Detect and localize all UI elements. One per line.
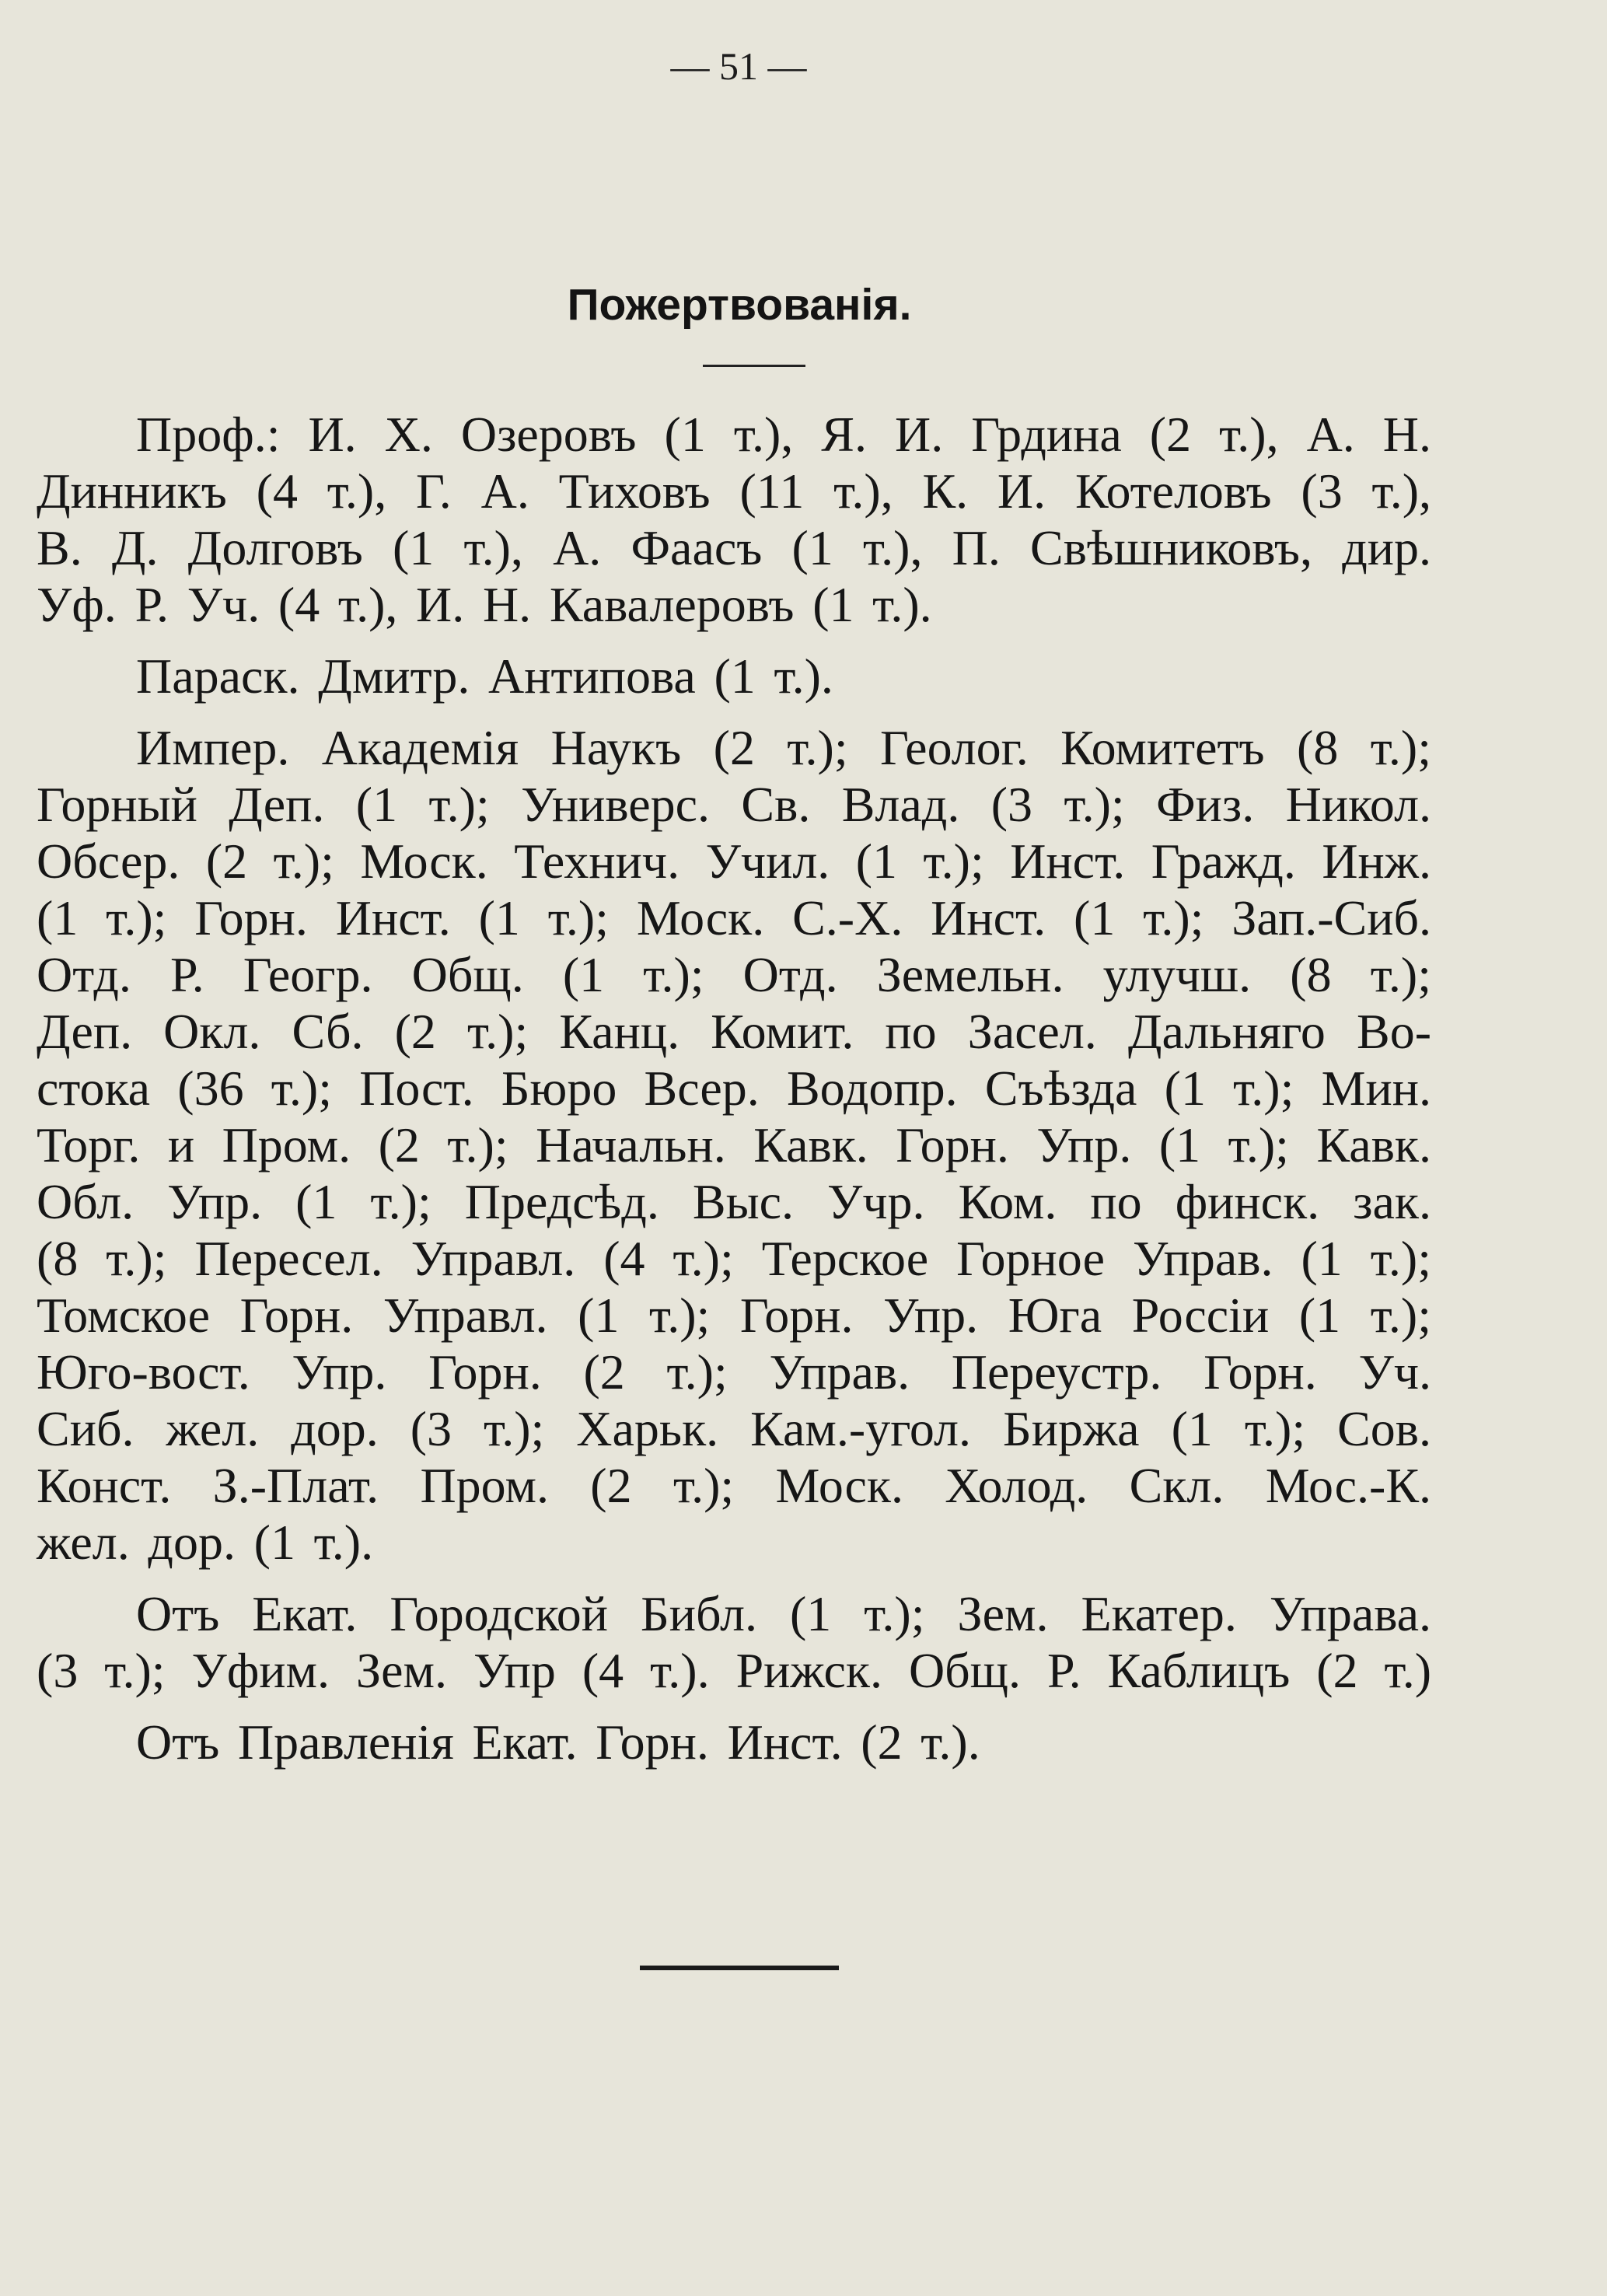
- text-body: [37, 406, 1431, 1785]
- text-line: (8 т.); Пересел. Управл. (4 т.); Терское Горное Управ. (1 т.);: [37, 1231, 1431, 1286]
- text-line: Проф.: И. Х. Озеровъ (1 т.), Я. И. Грдина (2 т.), А. Н.: [136, 407, 1431, 462]
- text-line: Обл. Упр. (1 т.); Предсѣд. Выс. Учр. Ком. по финск. зак.: [37, 1174, 1431, 1229]
- text-line: стока (36 т.); Пост. Бюро Всер. Водопр. Съѣзда (1 т.); Мин.: [37, 1061, 1431, 1116]
- text-line: Сиб. жел. дор. (3 т.); Харьк. Кам.-угол. Биржа (1 т.); Сов.: [37, 1401, 1431, 1456]
- text-line: В. Д. Долговъ (1 т.), А. Фаасъ (1 т.), П. Свѣшниковъ, дир.: [37, 520, 1431, 575]
- text-line: Импер. Академія Наукъ (2 т.); Геолог. Комитетъ (8 т.);: [136, 720, 1431, 775]
- text-line: Деп. Окл. Сб. (2 т.); Канц. Комит. по Засел. Дальняго Во-: [37, 1004, 1431, 1059]
- page-number: — 51 —: [670, 44, 807, 88]
- text-line: (1 т.); Горн. Инст. (1 т.); Моск. С.-Х. Инст. (1 т.); Зап.-Сиб.: [37, 890, 1431, 945]
- text-line: Обсер. (2 т.); Моск. Технич. Учил. (1 т.); Инст. Гражд. Инж.: [37, 833, 1431, 889]
- paragraph-professors: [37, 406, 1431, 633]
- text-line: Уф. Р. Уч. (4 т.), И. Н. Кавалеровъ (1 т.).: [37, 577, 932, 632]
- text-line: Отъ Правленія Екат. Горн. Инст. (2 т.).: [136, 1714, 980, 1770]
- text-line: Параск. Дмитр. Антипова (1 т.).: [136, 648, 833, 704]
- paragraph-antipova: [37, 648, 1431, 704]
- paragraph-institutions: [37, 719, 1431, 1571]
- text-line: Конст. З.-Плат. Пром. (2 т.); Моск. Холод. Скл. Мос.-К.: [37, 1458, 1431, 1513]
- title-rule: [703, 365, 805, 367]
- end-rule: [640, 1966, 839, 1970]
- text-line: Томское Горн. Управл. (1 т.); Горн. Упр. Юга Россіи (1 т.);: [37, 1288, 1431, 1343]
- text-line: Отд. Р. Геогр. Общ. (1 т.); Отд. Земельн. улучш. (8 т.);: [37, 947, 1431, 1002]
- text-line: Горный Деп. (1 т.); Универс. Св. Влад. (3 т.); Физ. Никол.: [37, 777, 1431, 832]
- text-line: Торг. и Пром. (2 т.); Начальн. Кавк. Горн. Упр. (1 т.); Кавк.: [37, 1117, 1431, 1172]
- paragraph-board: [37, 1714, 1431, 1770]
- paragraph-ekaterinburg: [37, 1585, 1431, 1699]
- text-line: Отъ Екат. Городской Библ. (1 т.); Зем. Екатер. Управа.: [136, 1586, 1431, 1641]
- text-line: жел. дор. (1 т.).: [37, 1515, 374, 1570]
- text-line: Юго-вост. Упр. Горн. (2 т.); Управ. Переустр. Горн. Уч.: [37, 1344, 1431, 1400]
- text-line: Динникъ (4 т.), Г. А. Тиховъ (11 т.), К. И. Котеловъ (3 т.),: [37, 463, 1431, 519]
- text-line: (3 т.); Уфим. Зем. Упр (4 т.). Рижск. Общ. Р. Каблицъ (2 т.): [37, 1643, 1431, 1698]
- section-title: Пожертвованія.: [567, 280, 912, 330]
